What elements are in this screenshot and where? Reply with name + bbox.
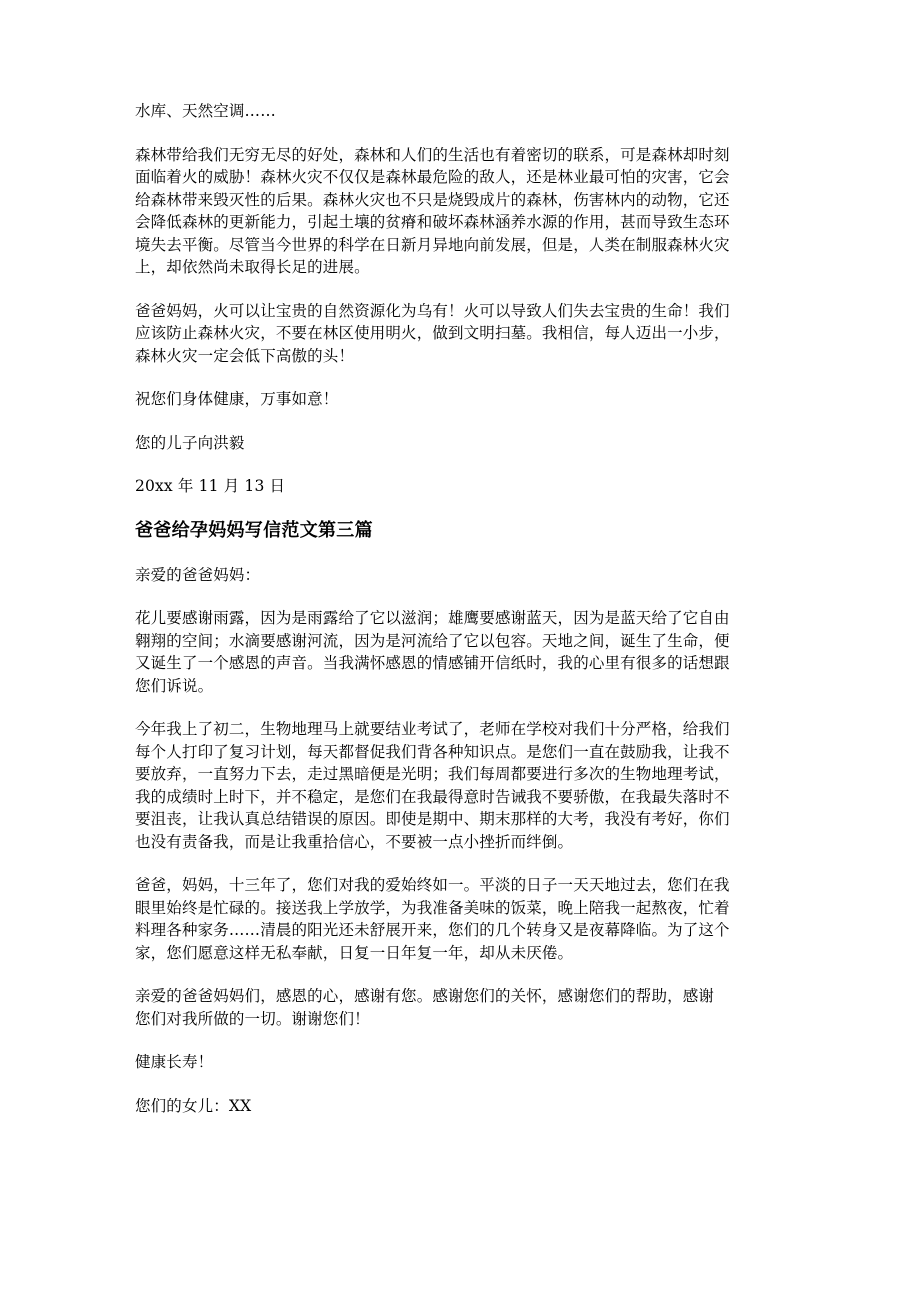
paragraph-school <box>135 718 785 853</box>
text-line: 要放弃，一直努力下去，走过黑暗便是光明；我们每周都要进行多次的生物地理考试， <box>135 765 730 783</box>
signature <box>135 432 785 455</box>
text-line: 家，您们愿意这样无私奉献，日复一日年复一年，却从未厌倦。 <box>135 943 574 962</box>
closing-wish <box>135 388 785 411</box>
text-line: 您们的女儿：XX <box>135 1096 252 1115</box>
closing-health <box>135 1051 785 1074</box>
text-line: 水库、天然空调…… <box>135 102 276 120</box>
text-line: 眼里始终是忙碌的。接送我上学放学，为我准备美味的饭菜，晚上陪我一起熬夜，忙着 <box>135 898 730 917</box>
text-line: 应该防止森林火灾，不要在林区使用明火，做到文明扫墓。我相信，每人迈出一小步， <box>135 324 730 342</box>
text-line: 翱翔的空间；水滴要感谢河流，因为是河流给了它以包容。天地之间，诞生了生命，便 <box>135 631 730 650</box>
section-heading: 爸爸给孕妈妈写信范文第三篇 <box>135 519 373 541</box>
text-line: 健康长寿！ <box>135 1053 214 1071</box>
text-line: 今年我上了初二，生物地理马上就要结业考试了，老师在学校对我们十分严格，给我们 <box>135 720 730 738</box>
text-line: 森林火灾一定会低下高傲的头！ <box>135 346 355 365</box>
text-line: 料理各种家务……清晨的阳光还未舒展开来，您们的几个转身又是夜幕降临。为了这个 <box>135 921 730 939</box>
text-line: 会降低森林的更新能力，引起土壤的贫瘠和破坏森林涵养水源的作用，甚而导致生态环 <box>135 213 730 231</box>
signature-daughter <box>135 1095 785 1118</box>
paragraph-thanks <box>135 985 785 1030</box>
salutation <box>135 564 785 587</box>
text-line: 上，却依然尚未取得长足的进展。 <box>135 258 370 276</box>
paragraph-forest-threat <box>135 144 785 279</box>
text-line: 祝您们身体健康，万事如意！ <box>135 390 339 408</box>
letter-date <box>135 475 785 498</box>
text-line: 给森林带来毁灭性的后果。森林火灾也不只是烧毁成片的森林，伤害林内的动物，它还 <box>135 190 730 209</box>
text-line: 面临着火的威胁！森林火灾不仅仅是森林最危险的敌人，还是林业最可怕的灾害，它会 <box>135 168 730 186</box>
text-line: 也没有责备我，而是让我重拾信心，不要被一点小挫折而绊倒。 <box>135 832 574 851</box>
text-line: 每个人打印了复习计划，每天都督促我们背各种知识点。是您们一直在鼓励我，让我不 <box>135 742 730 761</box>
document-page <box>135 100 785 1117</box>
text-line: 又诞生了一个感恩的声音。当我满怀感恩的情感铺开信纸时，我的心里有很多的话想跟 <box>135 654 730 672</box>
paragraph-gratitude <box>135 607 785 697</box>
text-line: 要沮丧，让我认真总结错误的原因。即使是期中、期末那样的大考，我没有考好，你们 <box>135 810 730 828</box>
text-line: 亲爱的爸爸妈妈： <box>135 565 261 584</box>
paragraph-appeal <box>135 300 785 368</box>
text-line: 森林带给我们无穷无尽的好处，森林和人们的生活也有着密切的联系，可是森林却时刻 <box>135 145 730 164</box>
text-line: 爸爸，妈妈，十三年了，您们对我的爱始终如一。平淡的日子一天天地过去，您们在我 <box>135 876 730 894</box>
text-line: 花儿要感谢雨露，因为是雨露给了它以滋润；雄鹰要感谢蓝天，因为是蓝天给了它自由 <box>135 609 730 627</box>
continued-text <box>135 100 785 123</box>
text-line: 您的儿子向洪毅 <box>135 433 245 452</box>
text-line: 20xx 年 11 月 13 日 <box>135 477 286 495</box>
text-line: 境失去平衡。尽管当今世界的科学在日新月异地向前发展，但是，人类在制服森林火灾 <box>135 235 730 254</box>
text-line: 亲爱的爸爸妈妈们，感恩的心，感谢有您。感谢您们的关怀，感谢您们的帮助，感谢 <box>135 987 715 1005</box>
text-line: 您们对我所做的一切。谢谢您们！ <box>135 1009 370 1028</box>
text-line: 爸爸妈妈，火可以让宝贵的自然资源化为乌有！火可以导致人们失去宝贵的生命！我们 <box>135 301 730 320</box>
paragraph-parents <box>135 874 785 964</box>
text-line: 我的成绩时上时下，并不稳定，是您们在我最得意时告诫我不要骄傲，在我最失落时不 <box>135 787 730 806</box>
text-line: 您们诉说。 <box>135 676 214 695</box>
